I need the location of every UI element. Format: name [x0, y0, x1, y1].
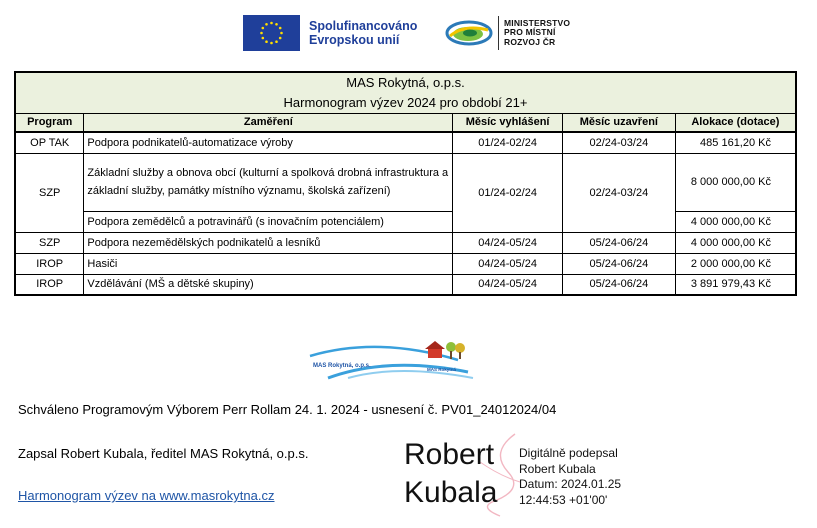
mmr-line1: MINISTERSTVO	[504, 17, 571, 28]
signature-note	[519, 446, 621, 508]
cell-focus: Podpora zemědělců a potravinářů (s inovačním potenciálem)	[84, 211, 453, 232]
cell-focus: Podpora podnikatelů-automatizace výroby	[84, 132, 453, 153]
cell-allocation: 3 891 979,43 Kč	[675, 274, 796, 295]
column-header-program: Program	[15, 113, 84, 132]
mmr-line2: PRO MÍSTNÍ	[504, 27, 556, 38]
cell-program: OP TAK	[15, 132, 84, 153]
signature-note-line1: Digitálně podepsal	[519, 446, 618, 460]
table-row	[15, 211, 796, 232]
column-header-allocation: Alokace (dotace)	[675, 113, 796, 132]
eu-cofinanced-text	[309, 19, 434, 47]
column-header-close: Měsíc uzavření	[562, 113, 675, 132]
header-logos	[243, 14, 570, 52]
mas-logo-text-right: MAS Rokytná	[427, 367, 457, 372]
table-subtitle: Harmonogram výzev 2024 pro období 21+	[15, 92, 796, 113]
signature-note-line2: Robert Kubala	[519, 461, 596, 476]
cell-close: 05/24-06/24	[562, 253, 675, 274]
mmr-text	[504, 19, 570, 48]
calls-schedule-table	[14, 71, 797, 296]
cell-allocation: 8 000 000,00 Kč	[675, 153, 796, 211]
mmr-logo-icon	[444, 18, 494, 48]
cell-announce: 01/24-02/24	[453, 132, 563, 153]
table-header-row	[15, 113, 796, 132]
cell-allocation: 4 000 000,00 Kč	[675, 211, 796, 232]
signature-note-line3: Datum: 2024.01.25	[519, 477, 622, 491]
logo-separator	[498, 16, 499, 50]
cell-announce: 04/24-05/24	[453, 253, 563, 274]
cell-focus: Podpora nezemědělských podnikatelů a lesníků	[84, 232, 453, 253]
table-row	[15, 253, 796, 274]
schedule-link[interactable]: Harmonogram výzev na www.masrokytna.cz	[18, 488, 275, 503]
signature-last-name: Kubala	[404, 476, 498, 509]
cell-allocation: 2 000 000,00 Kč	[675, 253, 796, 274]
cell-allocation: 485 161,20 Kč	[675, 132, 796, 153]
table-row	[15, 132, 796, 153]
mas-rokytna-logo	[308, 338, 478, 382]
eu-text-line2: Evropskou unií	[309, 33, 400, 47]
cell-program: SZP	[15, 153, 84, 232]
column-header-announce: Měsíc vyhlášení	[453, 113, 563, 132]
cell-close: 05/24-06/24	[562, 232, 675, 253]
mas-logo-text-left: MAS Rokytná, o.p.s.	[313, 363, 371, 369]
approval-text: Schváleno Programovým Výborem Perr Rollam 24. 1. 2024 - usnesení č. PV01_24012024/04	[18, 402, 557, 417]
cell-announce: 04/24-05/24	[453, 274, 563, 295]
cell-focus: Základní služby a obnova obcí (kulturní a spolková drobná infrastruktura a základní služby, památky místního významu, školská zařízení)	[84, 153, 453, 211]
cell-allocation: 4 000 000,00 Kč	[675, 232, 796, 253]
signature-name	[404, 436, 497, 512]
cell-program: SZP	[15, 232, 84, 253]
column-header-focus: Zaměření	[84, 113, 453, 132]
mmr-line3: ROZVOJ ČR	[504, 36, 556, 47]
cell-focus: Hasiči	[84, 253, 453, 274]
table-row	[15, 153, 796, 211]
cell-announce: 01/24-02/24	[453, 153, 563, 232]
eu-text-line1: Spolufinancováno	[309, 19, 418, 33]
table-title: MAS Rokytná, o.p.s.	[15, 72, 796, 92]
cell-focus: Vzdělávání (MŠ a dětské skupiny)	[84, 274, 453, 295]
eu-flag-icon	[243, 15, 300, 51]
cell-close: 02/24-03/24	[562, 132, 675, 153]
signature-first-name: Robert	[404, 438, 495, 471]
cell-program: IROP	[15, 274, 84, 295]
cell-close: 02/24-03/24	[562, 153, 675, 232]
signature-note-line4: 12:44:53 +01'00'	[519, 492, 608, 507]
cell-close: 05/24-06/24	[562, 274, 675, 295]
recorded-by-text: Zapsal Robert Kubala, ředitel MAS Rokytná, o.p.s.	[18, 446, 309, 461]
table-row	[15, 232, 796, 253]
cell-program: IROP	[15, 253, 84, 274]
table-row	[15, 274, 796, 295]
cell-announce: 04/24-05/24	[453, 232, 563, 253]
